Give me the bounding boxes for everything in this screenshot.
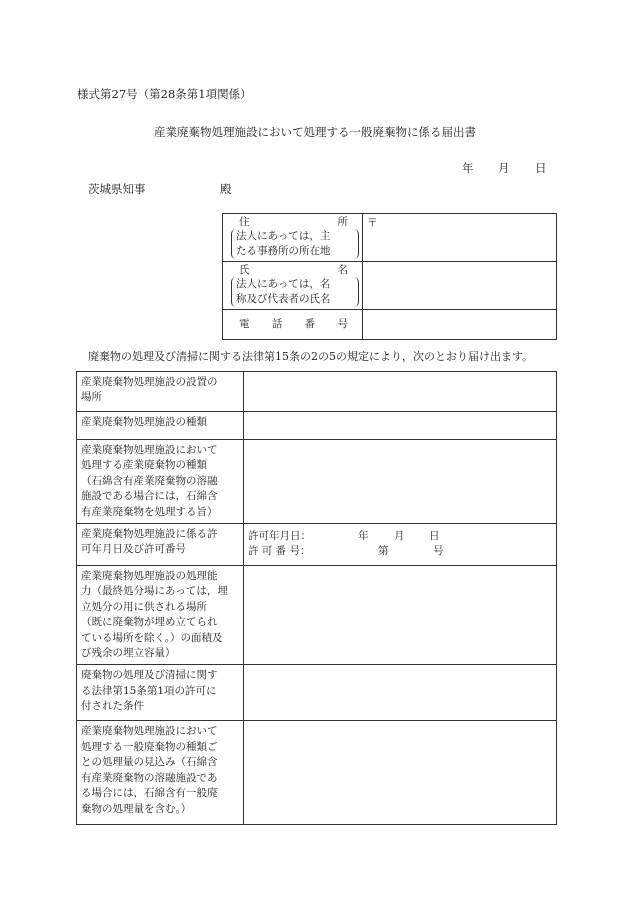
name-note-line: 称及び代表者の氏名: [236, 293, 331, 305]
label-line: 可年月日及び許可番号: [81, 543, 186, 556]
phone-label-char: 電: [239, 318, 250, 330]
label-line: る法律第15条第1項の許可に: [81, 684, 217, 697]
facility-type-field[interactable]: [244, 412, 557, 440]
label-line: 有産業廃棄物の溶融施設であ: [81, 771, 218, 784]
capacity-field[interactable]: [244, 566, 557, 665]
row-label-facility-type: [77, 412, 244, 440]
label-line: （石綿含有産業廃棄物の溶融: [81, 474, 218, 487]
honorific: 殿: [220, 182, 232, 196]
label-line: る場合には，石綿含有一般廃: [81, 787, 218, 800]
label-line: 産業廃棄物処理施設において: [81, 725, 218, 738]
label-line: 処理する一般廃棄物の種類ご: [81, 740, 218, 753]
phone-label-char: 号: [337, 318, 348, 330]
name-note-line: 法人にあっては，名: [236, 278, 331, 290]
phone-label-char: 番: [304, 318, 316, 330]
label-line: 力（最終処分場にあっては，埋: [81, 585, 228, 598]
permit-dai-label: 第: [378, 545, 389, 558]
label-line: 産業廃棄物処理施設の処理能: [81, 570, 218, 583]
name-label-cell: [223, 262, 363, 310]
row-label-permit-conditions: [77, 665, 244, 721]
phone-field[interactable]: [363, 310, 557, 340]
label-line: 産業廃棄物処理施設の設置の: [81, 376, 218, 388]
permit-go-label: 号: [433, 545, 444, 558]
label-line: 有産業廃棄物を処理する旨）: [81, 505, 218, 518]
permit-year-label: 年: [358, 530, 369, 543]
document-title: 産業廃棄物処理施設において処理する一般廃棄物に係る届出書: [154, 125, 476, 139]
phone-label-cell: [223, 310, 363, 340]
address-label-char: 所: [337, 216, 348, 228]
permit-date-label: 許可年月日：: [248, 530, 311, 543]
label-line: び残余の埋立容量）: [81, 647, 176, 660]
row-label-location: [77, 372, 244, 412]
general-waste-volume-field[interactable]: [244, 721, 557, 825]
postal-mark: 〒: [367, 217, 378, 229]
label-line: 施設である場合には，石綿含: [81, 490, 218, 503]
label-line: 付された条件: [81, 700, 144, 713]
label-line: （既に廃棄物が埋め立てられ: [81, 616, 218, 629]
permit-month-label: 月: [394, 530, 405, 543]
label-line: 廃棄物の処理及び清掃に関す: [81, 669, 218, 682]
name-label-char: 名: [337, 264, 348, 276]
phone-label-char: 話: [271, 318, 283, 330]
row-label-capacity: [77, 566, 244, 665]
intro-text: 廃棄物の処理及び清掃に関する法律第15条の2の5の規定により，次のとおり届け出ます。: [88, 350, 534, 363]
industrial-waste-type-field[interactable]: [244, 440, 557, 524]
address-label-cell: [223, 214, 363, 262]
permit-conditions-field[interactable]: [244, 665, 557, 721]
name-label-char: 氏: [239, 264, 250, 276]
address-note-line: たる事務所の所在地: [236, 245, 331, 257]
row-label-general-waste-volume: [77, 721, 244, 825]
address-label-char: 住: [239, 216, 250, 228]
name-field[interactable]: [363, 262, 557, 310]
location-field[interactable]: [244, 372, 557, 412]
label-line: 場所: [81, 391, 102, 404]
permit-field[interactable]: [244, 524, 557, 566]
address-note-line: 法人にあっては，主: [236, 230, 331, 242]
date-month-label: 月: [498, 161, 510, 175]
label-line: 立処分の用に供される場所: [81, 600, 207, 613]
label-line: 棄物の処理量を含む。）: [81, 802, 192, 815]
address-field[interactable]: [363, 214, 557, 262]
form-number: 様式第27号（第28条第1項関係）: [77, 87, 252, 101]
label-line: 産業廃棄物処理施設において: [81, 444, 218, 456]
label-line: 産業廃棄物処理施設に係る許: [81, 528, 218, 541]
label-line: 処理する産業廃棄物の種類: [81, 459, 207, 472]
label-line: ている場所を除く。）の面積及: [81, 631, 223, 644]
permit-number-label: 許 可 番 号：: [248, 545, 311, 558]
date-year-label: 年: [462, 161, 474, 175]
row-label-industrial-waste-type: [77, 440, 244, 524]
addressee: 茨城県知事: [88, 182, 146, 196]
name-note: [231, 277, 359, 307]
applicant-table: [222, 213, 557, 340]
row-label-permit: [77, 524, 244, 566]
permit-day-label: 日: [429, 530, 440, 543]
address-note: [231, 229, 359, 259]
label-line: との処理量の見込み（石綿含: [81, 756, 218, 769]
label-line: 産業廃棄物処理施設の種類: [81, 416, 207, 428]
items-table: [76, 371, 557, 825]
date-day-label: 日: [535, 161, 547, 175]
